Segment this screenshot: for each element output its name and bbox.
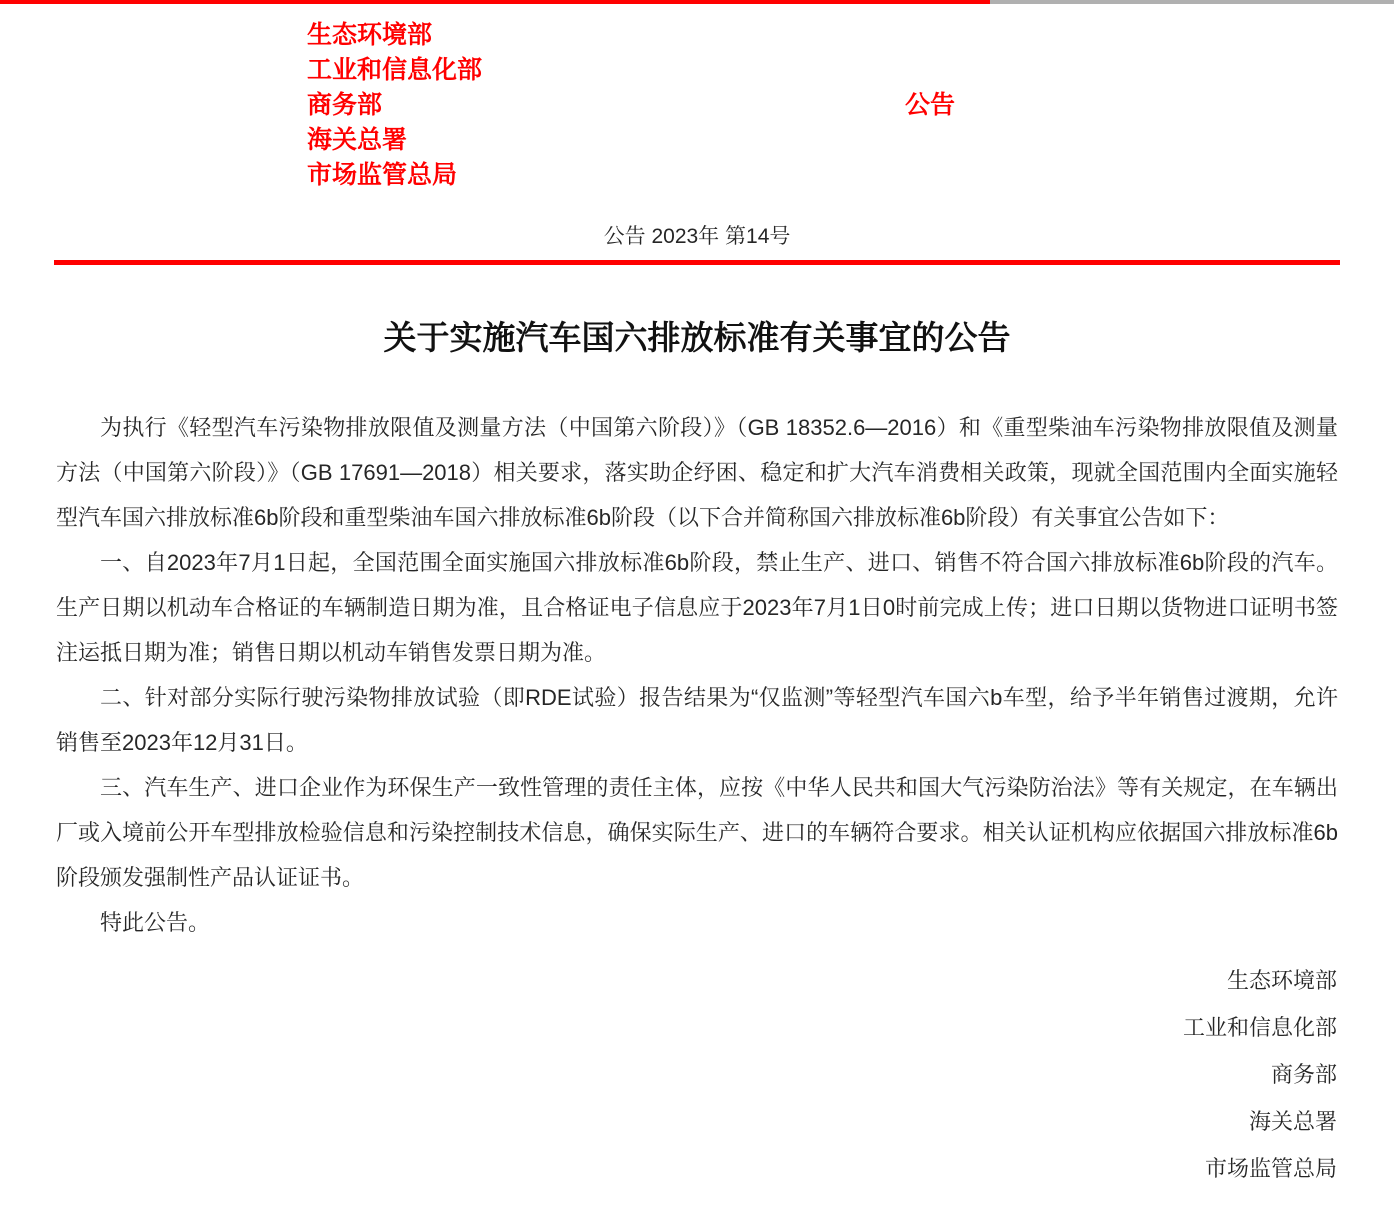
signature-block bbox=[0, 957, 1394, 1192]
signature-agency: 工业和信息化部 bbox=[1182, 1015, 1337, 1040]
document-body bbox=[56, 405, 1338, 945]
body-paragraph: 三、汽车生产、进口企业作为环保生产一致性管理的责任主体，应按《中华人民共和国大气污染防治法》等有关规定，在车辆出厂或入境前公开车型排放检验信息和污染控制技术信息，确保实际生产、进口的车辆符合要求。相关认证机构应依据国六排放标准6b阶段颁发强制性产品认证证书。 bbox=[56, 775, 1338, 890]
top-border-gray-segment bbox=[990, 0, 1394, 4]
issuing-agencies-header bbox=[307, 18, 1394, 193]
body-paragraph: 为执行《轻型汽车污染物排放限值及测量方法（中国第六阶段）》（GB 18352.6—2016）和《重型柴油车污染物排放限值及测量方法（中国第六阶段）》（GB 17691—2018）相关要求，落实助企纾困、稳定和扩大汽车消费相关政策，现就全国范围内全面实施轻型汽车国六排放标准6b阶段和重型柴油车国六排放标准6b阶段（以下合并简称国六排放标准6b阶段）有关事宜公告如下： bbox=[56, 415, 1338, 530]
document-title: 关于实施汽车国六排放标准有关事宜的公告 bbox=[383, 319, 1011, 356]
body-paragraph: 一、自2023年7月1日起，全国范围全面实施国六排放标准6b阶段，禁止生产、进口、销售不符合国六排放标准6b阶段的汽车。生产日期以机动车合格证的车辆制造日期为准，且合格证电子信息应于2023年7月1日0时前完成上传；进口日期以货物进口证明书签注运抵日期为准；销售日期以机动车销售发票日期为准。 bbox=[56, 550, 1338, 665]
top-border-red-segment bbox=[0, 0, 990, 4]
agency-name: 海关总署 bbox=[307, 126, 408, 154]
document-number: 公告 2023年 第14号 bbox=[603, 225, 791, 248]
signature-agency: 海关总署 bbox=[1248, 1109, 1337, 1134]
agency-name: 工业和信息化部 bbox=[307, 56, 483, 84]
agency-name: 商务部 bbox=[307, 91, 383, 119]
body-paragraph: 特此公告。 bbox=[100, 910, 211, 935]
agency-name: 市场监管总局 bbox=[307, 161, 458, 189]
signature-agency: 生态环境部 bbox=[1226, 968, 1337, 993]
red-divider-rule bbox=[54, 260, 1340, 265]
announcement-label: 公告 bbox=[905, 91, 956, 119]
body-paragraph: 二、针对部分实际行驶污染物排放试验（即RDE试验）报告结果为“仅监测”等轻型汽车国六b车型，给予半年销售过渡期，允许销售至2023年12月31日。 bbox=[56, 685, 1338, 755]
agency-name-list bbox=[307, 18, 1394, 193]
signature-agency: 市场监管总局 bbox=[1204, 1156, 1337, 1181]
agency-name: 生态环境部 bbox=[307, 21, 433, 49]
signature-agency: 商务部 bbox=[1270, 1062, 1337, 1087]
document-main bbox=[0, 317, 1394, 1192]
top-border bbox=[0, 0, 1394, 4]
